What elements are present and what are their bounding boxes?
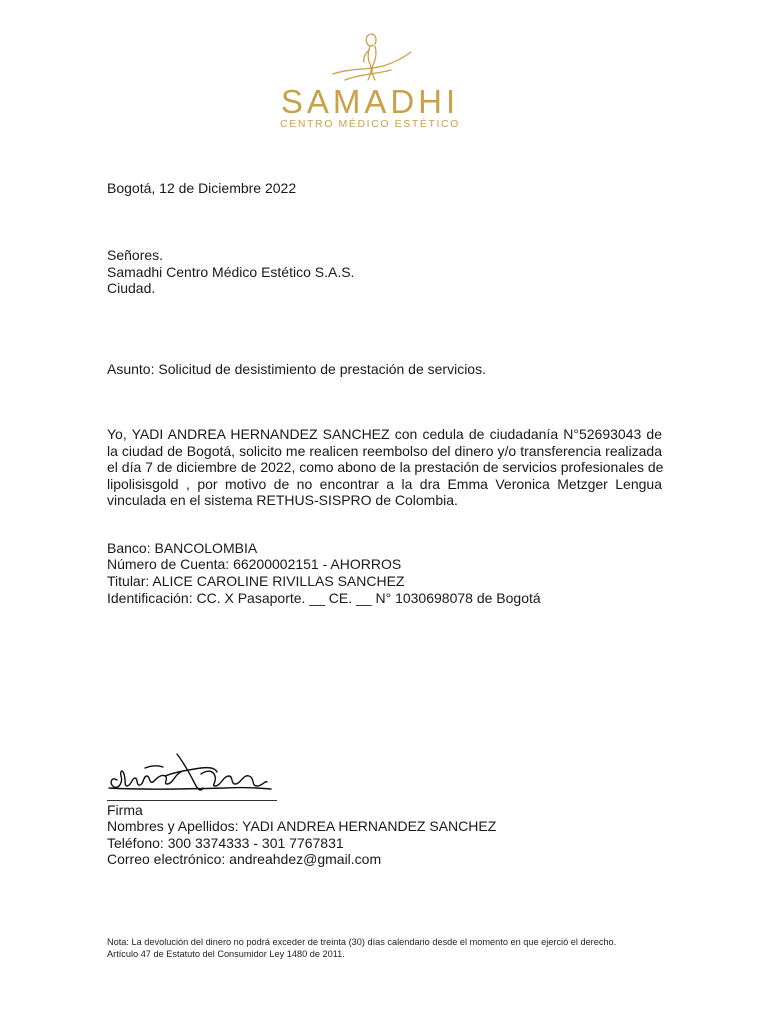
signature-line [107, 800, 277, 801]
brand-name: SAMADHI [280, 83, 460, 120]
body-paragraph [107, 426, 662, 509]
footer-note: Nota: La devolución del dinero no podrá exceder de treinta (30) días calendario desde el momento en que ejerció el derecho. [107, 937, 617, 947]
body-line: el día 7 de diciembre de 2022, como abono de la prestación de servicios profesionales de [107, 459, 664, 475]
email: Correo electrónico: andreahdez@gmail.com [107, 851, 382, 867]
full-name: Nombres y Apellidos: YADI ANDREA HERNANDEZ SANCHEZ [107, 818, 497, 834]
body-line: lipolisisgold , por motivo de no encontrar a la dra Emma Veronica Metzger Lengua [107, 475, 662, 492]
date-line: Bogotá, 12 de Diciembre 2022 [107, 180, 297, 196]
recipient-city: Ciudad. [107, 280, 156, 296]
subject-line: Asunto: Solicitud de desistimiento de prestación de servicios. [107, 361, 486, 377]
account-holder: Titular: ALICE CAROLINE RIVILLAS SANCHEZ [107, 573, 405, 589]
account-number: Número de Cuenta: 66200002151 - AHORROS [107, 556, 402, 572]
phone: Teléfono: 300 3374333 - 301 7767831 [107, 835, 344, 851]
identification: Identificación: CC. X Pasaporte. __ CE. __ N° 1030698078 de Bogotá [107, 590, 541, 606]
body-line: la ciudad de Bogotá, solicito me realicen reembolso del dinero y/o transferencia realizada [107, 442, 662, 459]
handwritten-signature [105, 748, 275, 798]
bank-name: Banco: BANCOLOMBIA [107, 540, 258, 556]
footer-note-legal: Artículo 47 de Estatuto del Consumidor Ley 1480 de 2011. [107, 949, 345, 959]
body-line: Yo, YADI ANDREA HERNANDEZ SANCHEZ con cedula de ciudadanía N°52693043 de [107, 426, 662, 442]
recipient-company: Samadhi Centro Médico Estético S.A.S. [107, 264, 355, 280]
recipient-salutation: Señores. [107, 247, 164, 263]
samadhi-logo [270, 28, 470, 132]
woman-figure-logo-icon [325, 28, 415, 88]
signature-label: Firma [107, 802, 143, 818]
brand-subtitle: CENTRO MÉDICO ESTÉTICO [280, 118, 460, 130]
body-line: vinculada en el sistema RETHUS-SISPRO de Colombia. [107, 492, 458, 508]
